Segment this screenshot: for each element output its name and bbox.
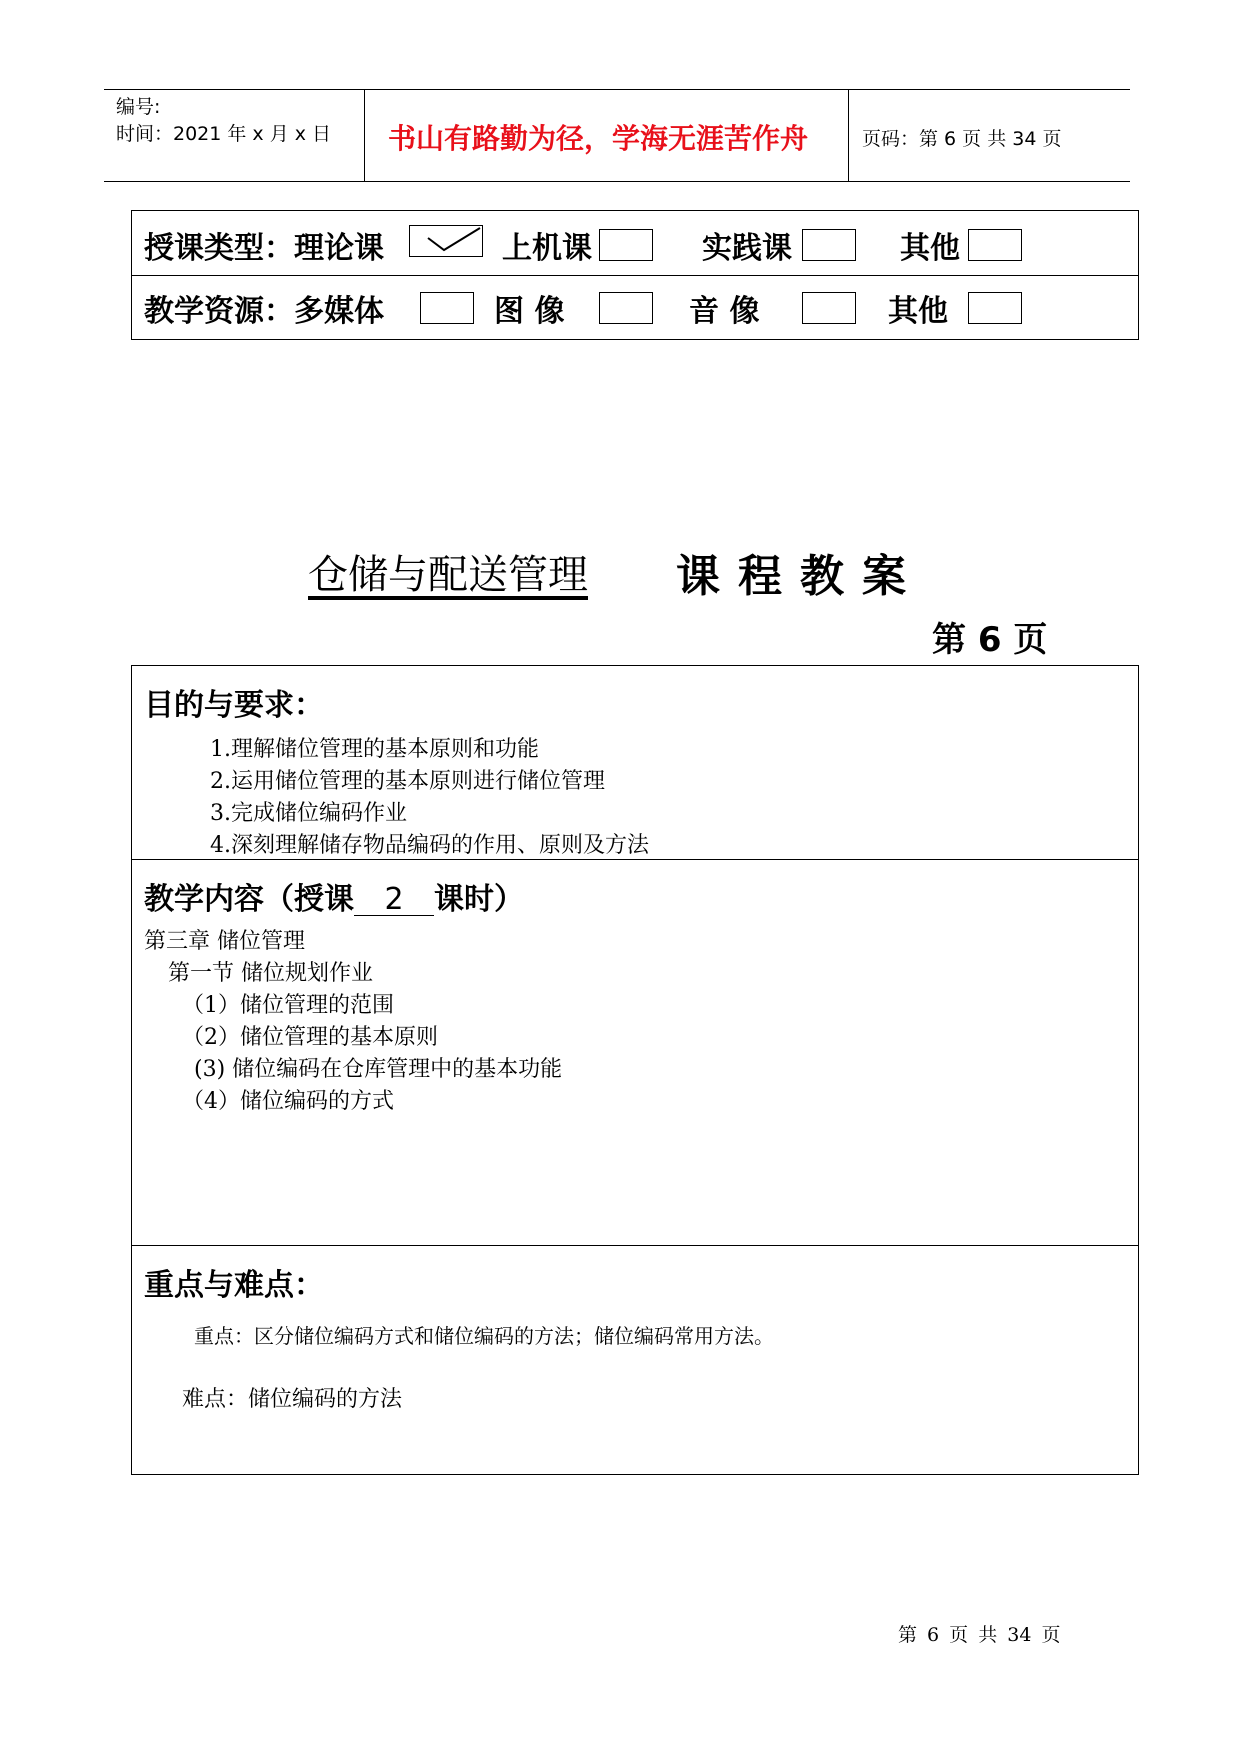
section-title: 第一节 储位规划作业 [168, 961, 373, 986]
checkbox-computer[interactable] [599, 229, 653, 261]
checkmark-icon [410, 226, 482, 256]
content-section [132, 859, 1138, 1246]
key-point-text: 重点：区分储位编码方式和储位编码的方法；储位编码常用方法。 [194, 1324, 774, 1348]
key-points-heading: 重点与难点： [144, 1268, 324, 1303]
content-item: (3) 储位编码在仓库管理中的基本功能 [194, 1057, 563, 1082]
checkbox-other[interactable] [968, 229, 1022, 261]
objective-item: 4.深刻理解储存物品编码的作用、原则及方法 [210, 833, 649, 858]
header-top-rule [104, 89, 1130, 90]
objective-item: 1.理解储位管理的基本原则和功能 [210, 737, 539, 762]
header-divider-right [848, 90, 849, 182]
page-label: 页码：第 6 页 共 34 页 [862, 128, 1062, 150]
checkbox-image[interactable] [599, 292, 653, 324]
chapter-title: 第三章 储位管理 [144, 929, 305, 954]
header-divider-left [364, 90, 365, 182]
audio-label: 音 像 [689, 294, 760, 329]
content-item: （4）储位编码的方式 [182, 1089, 394, 1114]
resource-row [132, 275, 1138, 340]
course-type-label: 授课类型：理论课 [144, 231, 384, 266]
objective-item: 3.完成储位编码作业 [210, 801, 407, 826]
content-heading-suffix: 课时） [434, 882, 524, 917]
lesson-plan-table [131, 665, 1139, 1475]
checkbox-resource-other[interactable] [968, 292, 1022, 324]
objectives-heading: 目的与要求： [144, 688, 324, 723]
course-type-row [132, 211, 1138, 275]
motto: 书山有路勤为径，学海无涯苦作舟 [388, 122, 809, 155]
document-type-title: 课程教案 [676, 551, 924, 602]
checkbox-practice[interactable] [802, 229, 856, 261]
objective-item: 2.运用储位管理的基本原则进行储位管理 [210, 769, 605, 794]
resource-other-label: 其他 [888, 294, 948, 329]
serial-label: 编号: [116, 96, 161, 118]
difficult-point-text: 难点：储位编码的方法 [182, 1387, 403, 1412]
title-page-number: 第 6 页 [932, 620, 1048, 660]
resource-label: 教学资源：多媒体 [144, 294, 384, 329]
checkbox-audio[interactable] [802, 292, 856, 324]
course-name: 仓储与配送管理 [308, 552, 588, 598]
objectives-section [132, 666, 1138, 859]
course-type-table [131, 210, 1139, 340]
practice-label: 实践课 [702, 231, 792, 266]
footer-page-number: 第 6 页 共 34 页 [898, 1624, 1061, 1646]
checkbox-theory[interactable] [409, 225, 483, 257]
content-item: （1）储位管理的范围 [182, 993, 394, 1018]
teaching-hours: 2 [354, 885, 434, 916]
content-heading [144, 874, 524, 918]
computer-label: 上机课 [502, 231, 592, 266]
content-item: （2）储位管理的基本原则 [182, 1025, 438, 1050]
key-points-section [132, 1245, 1138, 1475]
other-label: 其他 [900, 231, 960, 266]
image-label: 图 像 [494, 294, 565, 329]
time-label: 时间：2021 年 x 月 x 日 [116, 123, 332, 145]
checkbox-multimedia[interactable] [420, 292, 474, 324]
content-heading-prefix: 教学内容（授课 [144, 882, 354, 917]
header-bottom-rule [104, 181, 1130, 182]
